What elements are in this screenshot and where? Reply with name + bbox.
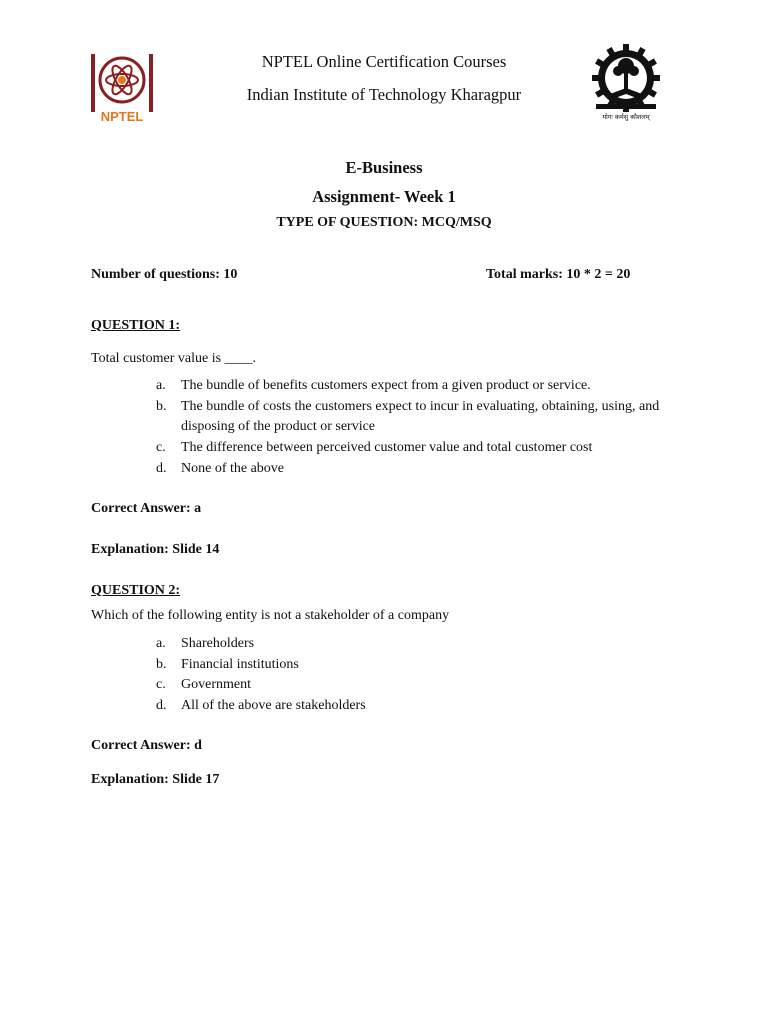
option-text: The bundle of costs the customers expect to incur in evaluating, obtaining, using, and disposing of the product or service: [181, 398, 660, 435]
option-letter: c.: [156, 440, 166, 456]
question-1-text: Total customer value is ____.: [91, 351, 257, 366]
option-text: The bundle of benefits customers expect from a given product or service.: [181, 378, 591, 393]
option-letter: c.: [156, 677, 166, 693]
option-text: The difference between perceived customer value and total customer cost: [181, 440, 593, 456]
option-item: [156, 675, 676, 696]
option-item: [156, 655, 676, 676]
total-marks: Total marks: 10 * 2 = 20: [486, 267, 631, 282]
option-letter: b.: [156, 398, 167, 414]
option-letter: a.: [156, 636, 166, 651]
question-2-heading: QUESTION 2:: [91, 583, 181, 598]
option-text: All of the above are stakeholders: [181, 698, 366, 714]
header-line-1: NPTEL Online Certification Courses: [261, 52, 507, 71]
option-item: [156, 376, 676, 397]
question-2-options: [156, 634, 676, 717]
course-title: E-Business: [345, 158, 423, 177]
option-item: [156, 696, 676, 717]
option-text: None of the above: [181, 460, 285, 476]
option-text: Government: [181, 677, 251, 693]
question-2-answer: Correct Answer: d: [91, 738, 202, 753]
option-item: [156, 634, 676, 655]
header-line-2: Indian Institute of Technology Kharagpur: [246, 85, 522, 104]
iit-kharagpur-logo: [592, 44, 660, 122]
nptel-logo-text: NPTEL: [100, 109, 144, 124]
question-1-explanation: Explanation: Slide 14: [91, 542, 220, 557]
assignment-title: Assignment- Week 1: [312, 187, 456, 206]
number-of-questions: Number of questions: 10: [91, 267, 238, 282]
question-1-heading: QUESTION 1:: [91, 318, 181, 333]
option-text: Financial institutions: [181, 656, 299, 672]
option-letter: b.: [156, 656, 167, 672]
option-item: [156, 438, 676, 459]
option-item: [156, 459, 676, 480]
option-letter: a.: [156, 378, 166, 393]
question-1-answer: Correct Answer: a: [91, 501, 202, 516]
question-1-options: [156, 376, 676, 480]
question-2-explanation: Explanation: Slide 17: [91, 772, 220, 787]
option-letter: d.: [156, 460, 167, 476]
iit-logo-caption: योगः कर्मसु कौशलम्: [602, 113, 650, 121]
question-type: TYPE OF QUESTION: MCQ/MSQ: [276, 215, 492, 230]
option-text: Shareholders: [181, 636, 255, 651]
option-letter: d.: [156, 698, 167, 714]
question-2-text: Which of the following entity is not a stakeholder of a company: [91, 608, 450, 623]
option-item: [156, 397, 676, 438]
